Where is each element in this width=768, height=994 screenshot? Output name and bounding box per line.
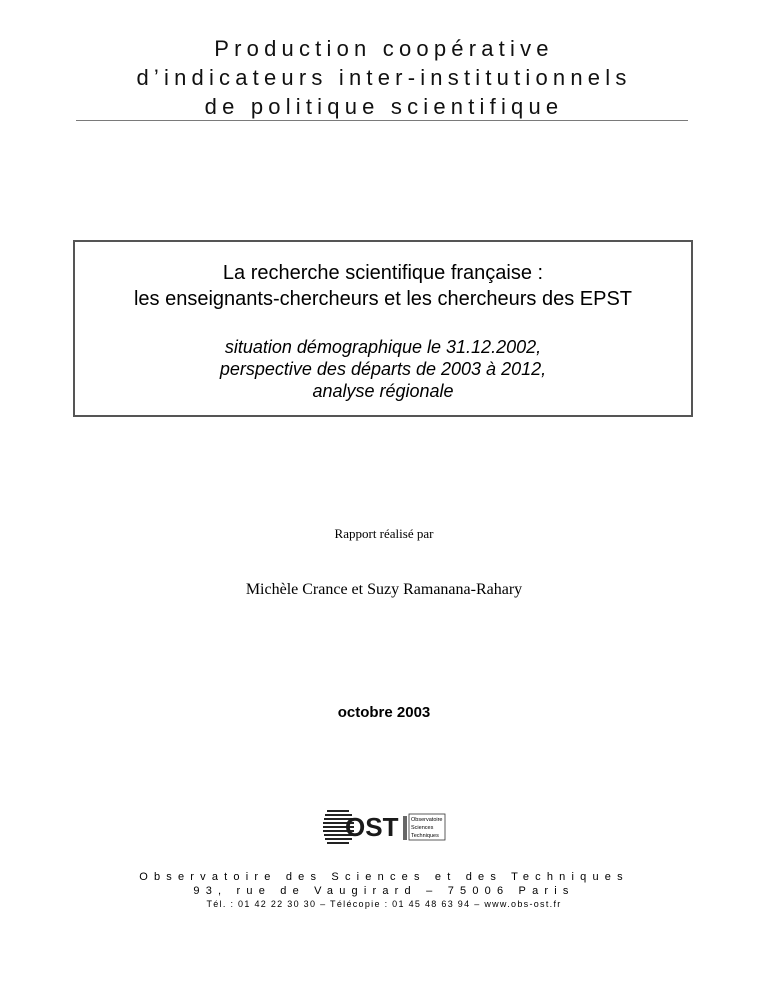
footer-line-2: 93, rue de Vaugirard – 75006 Paris bbox=[193, 885, 575, 897]
report-subtitle bbox=[75, 336, 691, 402]
footer-line-3: Tél. : 01 42 22 30 30 – Télécopie : 01 45 48 63 94 – www.obs-ost.fr bbox=[206, 899, 562, 909]
logo-tag-1: Observatoire bbox=[411, 817, 443, 823]
subtitle-line-2: perspective des départs de 2003 à 2012, bbox=[219, 359, 547, 379]
subtitle-line-1: situation démographique le 31.12.2002, bbox=[224, 337, 542, 357]
header-line-1: Production coopérative bbox=[214, 36, 554, 61]
header-line-2: d’indicateurs inter-institutionnels bbox=[136, 65, 632, 90]
subtitle-line-3: analyse régionale bbox=[312, 381, 454, 401]
report-by-label: Rapport réalisé par bbox=[334, 526, 434, 541]
header-line-3: de politique scientifique bbox=[204, 94, 564, 119]
footer-line-1: Observatoire des Sciences et des Techniques bbox=[139, 871, 629, 883]
publication-date: octobre 2003 bbox=[337, 704, 431, 721]
footer-address bbox=[0, 870, 768, 911]
logo-tag-3: Techniques bbox=[411, 833, 439, 839]
ost-logo-icon bbox=[323, 806, 447, 850]
logo-tag-2: Sciences bbox=[411, 825, 434, 831]
header-divider bbox=[76, 120, 688, 121]
title-line-1: La recherche scientifique française : bbox=[222, 262, 544, 284]
series-header bbox=[0, 34, 768, 121]
logo-text: OST bbox=[345, 812, 399, 842]
report-title bbox=[75, 260, 691, 312]
title-line-2: les enseignants-chercheurs et les chercheurs des EPST bbox=[133, 288, 633, 310]
title-box bbox=[73, 240, 693, 417]
authors: Michèle Crance et Suzy Ramanana-Rahary bbox=[245, 581, 523, 598]
